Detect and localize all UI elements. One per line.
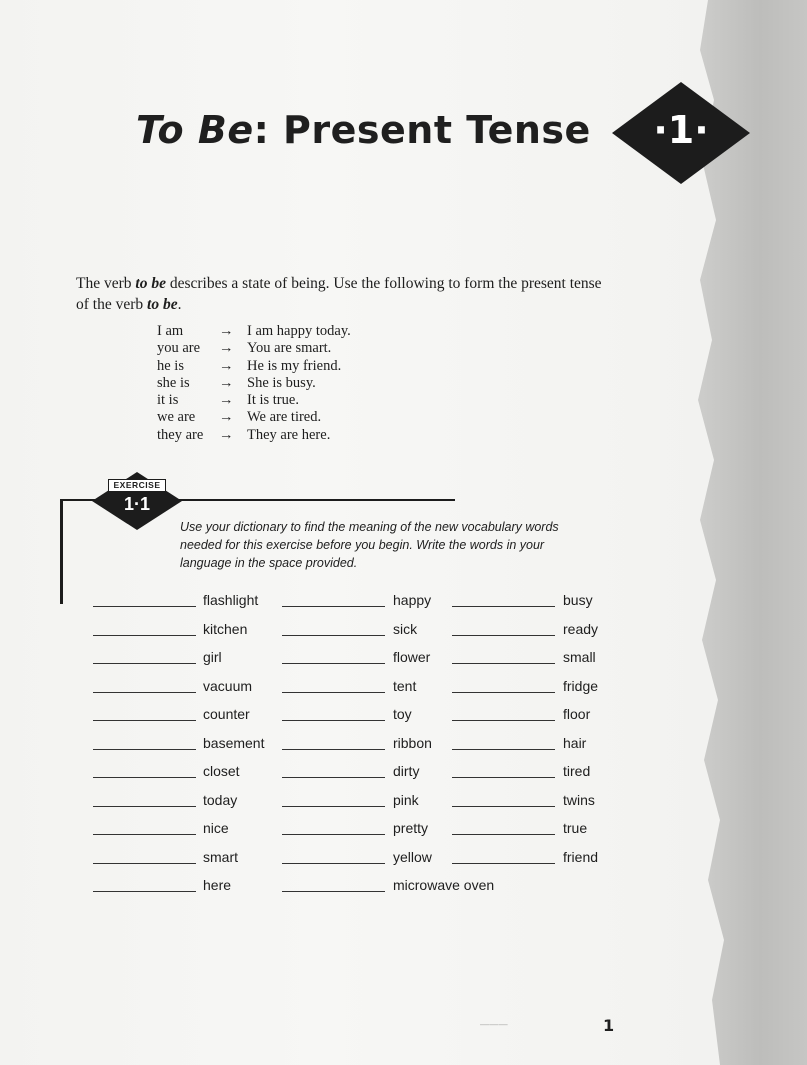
vocab-word: tent <box>393 677 417 694</box>
answer-blank[interactable] <box>93 891 196 892</box>
vocab-word: nice <box>203 820 229 836</box>
conjugation-table <box>157 323 351 444</box>
conjugation-row <box>157 358 351 375</box>
pronoun: it is <box>157 392 179 409</box>
intro-text-3: . <box>177 296 182 313</box>
vocab-word: hair <box>563 734 587 751</box>
conjugation-row <box>157 340 351 357</box>
pronoun: you are <box>157 340 201 357</box>
intro-em-2: to be <box>147 296 178 313</box>
answer-blank[interactable] <box>452 806 555 807</box>
page-footer <box>480 1019 508 1029</box>
answer-blank[interactable] <box>452 720 555 721</box>
vocab-word: pink <box>393 791 419 808</box>
answer-blank[interactable] <box>282 863 385 864</box>
arrow-icon: → <box>219 323 234 339</box>
answer-blank[interactable] <box>93 863 196 864</box>
answer-blank[interactable] <box>452 749 555 750</box>
page-number: 1 <box>603 1016 615 1035</box>
answer-blank[interactable] <box>93 749 196 750</box>
vocab-word: flashlight <box>203 592 259 608</box>
vocab-word: floor <box>563 706 591 722</box>
answer-blank[interactable] <box>282 749 385 750</box>
answer-blank[interactable] <box>93 635 196 636</box>
vocab-word: small <box>563 649 596 665</box>
example-sentence: He is my friend. <box>247 357 342 374</box>
example-sentence: It is true. <box>247 392 299 409</box>
intro-text-1: The verb <box>76 275 136 292</box>
answer-blank[interactable] <box>452 692 555 693</box>
vocab-word: here <box>203 877 232 893</box>
answer-blank[interactable] <box>452 663 555 664</box>
vocab-word: vacuum <box>203 677 253 694</box>
pronoun: we are <box>157 409 196 426</box>
answer-blank[interactable] <box>282 806 385 807</box>
arrow-icon: → <box>219 426 234 443</box>
vocab-word: tired <box>563 763 591 779</box>
answer-blank[interactable] <box>93 834 196 835</box>
vocab-word: pretty <box>393 820 429 836</box>
vocab-word: closet <box>203 763 240 779</box>
conjugation-row <box>157 323 351 340</box>
exercise-frame-left <box>60 500 63 604</box>
vocab-word: yellow <box>393 848 432 865</box>
answer-blank[interactable] <box>452 635 555 636</box>
vocab-word: smart <box>203 848 238 865</box>
vocab-word: ready <box>563 620 599 637</box>
vocab-word: true <box>563 820 588 836</box>
answer-blank[interactable] <box>282 891 385 892</box>
chapter-title-italic: To Be <box>136 108 254 152</box>
arrow-icon: → <box>219 357 234 374</box>
arrow-icon: → <box>219 392 234 409</box>
vocab-word: friend <box>563 848 599 865</box>
example-sentence: They are here. <box>247 426 331 443</box>
chapter-title <box>136 108 591 152</box>
vocab-word: microwave oven <box>393 877 495 893</box>
example-sentence: She is busy. <box>247 374 316 391</box>
intro-em-1: to be <box>135 275 166 292</box>
pronoun: they are <box>157 426 204 443</box>
example-sentence: We are tired. <box>247 409 322 426</box>
vocab-word: ribbon <box>393 734 432 751</box>
answer-blank[interactable] <box>452 834 555 835</box>
answer-blank[interactable] <box>282 692 385 693</box>
answer-blank[interactable] <box>93 777 196 778</box>
example-sentence: You are smart. <box>247 340 332 357</box>
vocab-word: today <box>203 791 238 808</box>
chapter-title-rest: : Present Tense <box>253 108 591 152</box>
vocab-word: twins <box>563 791 595 808</box>
arrow-icon: → <box>219 409 234 426</box>
answer-blank[interactable] <box>452 863 555 864</box>
exercise-instructions: Use your dictionary to find the meaning of the new vocabulary words needed for this exercise before you begin. Write the words in your language in the space provided. <box>180 520 559 570</box>
exercise-number: 1·1 <box>123 494 150 514</box>
answer-blank[interactable] <box>282 635 385 636</box>
pronoun: she is <box>157 374 190 391</box>
vocab-word: happy <box>393 592 432 608</box>
vocab-word: flower <box>393 649 431 665</box>
intro-paragraph <box>76 273 616 315</box>
arrow-icon: → <box>219 340 234 357</box>
vocab-word: fridge <box>563 677 599 694</box>
conjugation-row <box>157 427 351 444</box>
answer-blank[interactable] <box>282 777 385 778</box>
arrow-icon: → <box>219 374 234 391</box>
footer-divider: ——— <box>480 1019 508 1029</box>
vocab-word: dirty <box>393 763 420 779</box>
answer-blank[interactable] <box>452 606 555 607</box>
vocab-word: busy <box>563 592 593 608</box>
answer-blank[interactable] <box>282 720 385 721</box>
pronoun: he is <box>157 357 184 374</box>
vocab-word: sick <box>393 620 418 637</box>
answer-blank[interactable] <box>282 834 385 835</box>
answer-blank[interactable] <box>93 663 196 664</box>
answer-blank[interactable] <box>282 663 385 664</box>
vocab-word: girl <box>203 649 222 665</box>
example-sentence: I am happy today. <box>247 323 351 339</box>
answer-blank[interactable] <box>452 777 555 778</box>
answer-blank[interactable] <box>93 692 196 693</box>
conjugation-row <box>157 409 351 426</box>
answer-blank[interactable] <box>93 720 196 721</box>
vocab-word: basement <box>203 734 265 751</box>
answer-blank[interactable] <box>282 606 385 607</box>
exercise-label: EXERCISE <box>108 479 166 492</box>
chapter-number: ·1· <box>653 108 709 152</box>
pronoun: I am <box>157 323 184 339</box>
answer-blank[interactable] <box>93 606 196 607</box>
vocab-word: counter <box>203 706 250 722</box>
conjugation-row <box>157 375 351 392</box>
conjugation-row <box>157 392 351 409</box>
vocab-word: toy <box>393 706 412 722</box>
intro-text-2: describes a state of being. Use the following to form the present tense of the verb <box>76 275 602 313</box>
answer-blank[interactable] <box>93 806 196 807</box>
vocab-word: kitchen <box>203 620 248 637</box>
